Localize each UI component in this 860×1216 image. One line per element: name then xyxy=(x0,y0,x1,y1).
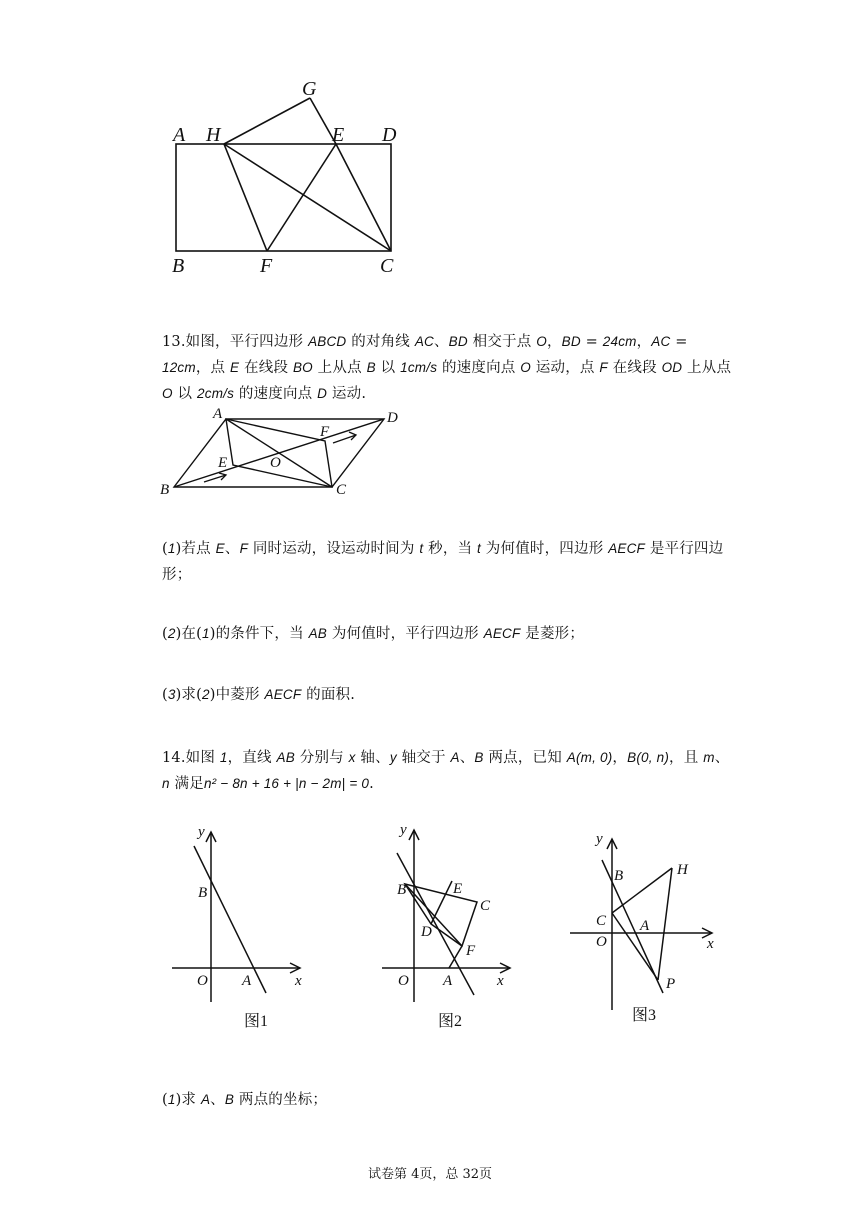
text-run: 、 xyxy=(459,750,475,766)
text-run: )的条件下，当 xyxy=(209,626,309,642)
figure-rectangle-fold xyxy=(160,70,420,280)
math-symbol: 1 xyxy=(202,626,210,641)
math-symbol: t xyxy=(477,541,481,556)
page-footer: 试卷第 4页，总 32页 xyxy=(367,1167,493,1182)
segment-hc xyxy=(224,144,391,251)
text-run: 秒，当 xyxy=(423,541,478,557)
segment-fa xyxy=(449,946,462,968)
label-c: C xyxy=(596,913,607,929)
math-symbol: E xyxy=(215,541,225,556)
label-h: H xyxy=(206,124,221,146)
math-symbol: O xyxy=(536,334,547,349)
text-run: 运动，点 xyxy=(530,360,600,376)
label-y: y xyxy=(198,824,205,840)
math-symbol: E xyxy=(230,360,240,375)
math-symbol: 12cm xyxy=(162,360,196,375)
question-13-part-3 xyxy=(162,682,732,708)
math-symbol: 24cm xyxy=(602,334,637,349)
text-run: ，且 xyxy=(669,750,704,766)
label-h: H xyxy=(677,862,688,878)
math-symbol: m xyxy=(703,750,715,765)
math-symbol: x xyxy=(348,750,356,765)
text-run: 的面积. xyxy=(301,687,356,703)
text-run: 、 xyxy=(714,750,730,766)
text-run: 为何值时，四边形 xyxy=(480,541,609,557)
segment-hg xyxy=(224,98,310,144)
text-run: 轴交于 xyxy=(396,750,451,766)
label-a: A xyxy=(640,918,650,934)
text-run: 运动. xyxy=(327,386,367,402)
math-symbol: AECF xyxy=(264,687,302,702)
math-symbol: n xyxy=(162,776,170,791)
text-run: 、 xyxy=(224,541,240,557)
text-run: )中菱形 xyxy=(209,687,265,703)
text-run: 上从点 xyxy=(682,360,732,376)
question-14-stem xyxy=(162,745,732,797)
label-p: P xyxy=(666,976,676,992)
text-run: )若点 xyxy=(175,541,216,557)
math-symbol: 1 xyxy=(167,541,176,556)
diagonal-ac xyxy=(226,419,332,487)
math-symbol: AC xyxy=(651,334,671,349)
caption-fig2: 图2 xyxy=(438,1013,463,1030)
label-e: E xyxy=(332,124,345,146)
text-run: 分别与 xyxy=(294,750,349,766)
text-run: 14.如图 xyxy=(162,750,220,766)
math-symbol: F xyxy=(599,360,608,375)
text-run: 的速度向点 xyxy=(234,386,318,402)
text-run: ， xyxy=(546,334,562,350)
math-symbol: 1 xyxy=(219,750,228,765)
rectangle-abcd xyxy=(176,144,391,251)
label-o: O xyxy=(398,973,409,989)
math-symbol: O xyxy=(520,360,531,375)
text-run: 的对角线 xyxy=(346,334,415,350)
label-a: A xyxy=(213,406,223,422)
text-run: 13.如图，平行四边形 xyxy=(162,334,309,350)
text-run: ( xyxy=(162,1092,168,1108)
text-run: 的速度向点 xyxy=(437,360,521,376)
math-symbol: B xyxy=(474,750,484,765)
segment-hp xyxy=(658,868,672,980)
label-y: y xyxy=(400,822,407,838)
segment-hf xyxy=(224,144,267,251)
label-c: C xyxy=(380,255,394,277)
math-symbol: B xyxy=(366,360,376,375)
text-run: ， xyxy=(612,750,628,766)
line-ab xyxy=(194,846,266,993)
math-symbol: O xyxy=(162,386,173,401)
text-run: 是平行四边形； xyxy=(162,541,724,583)
label-a: A xyxy=(173,124,186,146)
text-run: ( xyxy=(162,687,168,703)
label-o: O xyxy=(270,455,281,471)
math-symbol: AECF xyxy=(483,626,521,641)
label-o: O xyxy=(197,973,208,989)
text-run: 两点的坐标； xyxy=(234,1092,328,1108)
figure-14-3 xyxy=(565,822,725,1027)
math-symbol: A(m, 0) xyxy=(566,750,613,765)
label-f: F xyxy=(260,255,273,277)
label-b: B xyxy=(198,885,208,901)
label-x: x xyxy=(707,936,714,952)
label-g: G xyxy=(302,78,317,100)
label-f: F xyxy=(466,943,476,959)
label-a: A xyxy=(242,973,252,989)
math-symbol: n² − 8n + 16 + |n − 2m| = 0 xyxy=(203,776,370,791)
quadrilateral-becd xyxy=(405,884,477,946)
math-symbol: B xyxy=(224,1092,235,1107)
math-symbol: y xyxy=(389,750,397,765)
segment-ec xyxy=(336,144,391,251)
math-symbol: AB xyxy=(308,626,328,641)
math-symbol: BD xyxy=(448,334,468,349)
label-d: D xyxy=(421,924,432,940)
segment-cp xyxy=(612,913,658,980)
label-d: D xyxy=(387,410,398,426)
text-run: 轴、 xyxy=(355,750,390,766)
question-13-stem xyxy=(162,329,732,407)
label-b: B xyxy=(160,482,170,498)
text-run: ( xyxy=(162,626,168,642)
caption-fig3: 图3 xyxy=(632,1007,657,1024)
text-run: 、 xyxy=(210,1092,225,1108)
text-run: 为何值时，平行四边形 xyxy=(327,626,484,642)
text-run: . xyxy=(369,776,374,792)
label-o: O xyxy=(596,934,607,950)
text-run: = xyxy=(670,334,688,350)
label-c: C xyxy=(480,898,491,914)
text-run: 、 xyxy=(433,334,449,350)
math-symbol: D xyxy=(317,386,328,401)
segment-fe xyxy=(267,144,336,251)
label-e: E xyxy=(218,455,228,471)
label-x: x xyxy=(497,973,504,989)
text-run: ， xyxy=(636,334,652,350)
label-x: x xyxy=(295,973,302,989)
text-run: = xyxy=(580,334,603,350)
text-run: 同时运动，设运动时间为 xyxy=(248,541,420,557)
label-c: C xyxy=(336,482,347,498)
math-symbol: 2 xyxy=(167,626,176,641)
text-run: 在线段 xyxy=(607,360,662,376)
math-symbol: B(0, n) xyxy=(627,750,670,765)
text-run: ，点 xyxy=(195,360,231,376)
text-run: )求 xyxy=(175,1092,201,1108)
math-symbol: 1cm/s xyxy=(400,360,438,375)
question-13-part-2 xyxy=(162,621,732,647)
segment-de xyxy=(431,881,452,924)
label-d: D xyxy=(382,124,397,146)
text-run: 以 xyxy=(375,360,401,376)
text-run: 相交于点 xyxy=(467,334,537,350)
label-e: E xyxy=(453,881,463,897)
math-symbol: t xyxy=(419,541,424,556)
math-symbol: AB xyxy=(276,750,295,765)
caption-fig1: 图1 xyxy=(244,1013,269,1030)
text-run: )在( xyxy=(175,626,202,642)
math-symbol: F xyxy=(239,541,249,556)
label-y: y xyxy=(596,831,603,847)
math-symbol: 2 xyxy=(202,687,210,702)
figure-parallelogram xyxy=(155,403,405,498)
question-14-part-1 xyxy=(162,1087,732,1113)
label-b: B xyxy=(397,882,407,898)
label-a: A xyxy=(443,973,453,989)
math-symbol: A xyxy=(200,1092,211,1107)
text-run: 上从点 xyxy=(312,360,367,376)
math-symbol: A xyxy=(450,750,460,765)
label-b: B xyxy=(614,868,624,884)
label-b: B xyxy=(172,255,185,277)
math-symbol: OD xyxy=(661,360,683,375)
math-symbol: 2cm/s xyxy=(197,386,235,401)
label-f: F xyxy=(320,424,330,440)
math-symbol: AC xyxy=(414,334,434,349)
text-run: 在线段 xyxy=(239,360,293,376)
math-symbol: 1 xyxy=(167,1092,176,1107)
math-symbol: AECF xyxy=(608,541,646,556)
text-run: 满足 xyxy=(169,776,204,792)
text-run: ( xyxy=(162,541,168,557)
text-run: 两点，已知 xyxy=(483,750,567,766)
text-run: )求( xyxy=(175,687,202,703)
question-13-part-1 xyxy=(162,536,732,588)
math-symbol: BO xyxy=(292,360,313,375)
text-run: ，直线 xyxy=(227,750,277,766)
math-symbol: BD xyxy=(561,334,581,349)
text-run: 是菱形； xyxy=(520,626,585,642)
figure-14-1 xyxy=(165,818,315,1033)
math-symbol: ABCD xyxy=(308,334,347,349)
figure-14-2 xyxy=(375,818,520,1033)
math-symbol: 3 xyxy=(167,687,176,702)
text-run: 以 xyxy=(172,386,198,402)
